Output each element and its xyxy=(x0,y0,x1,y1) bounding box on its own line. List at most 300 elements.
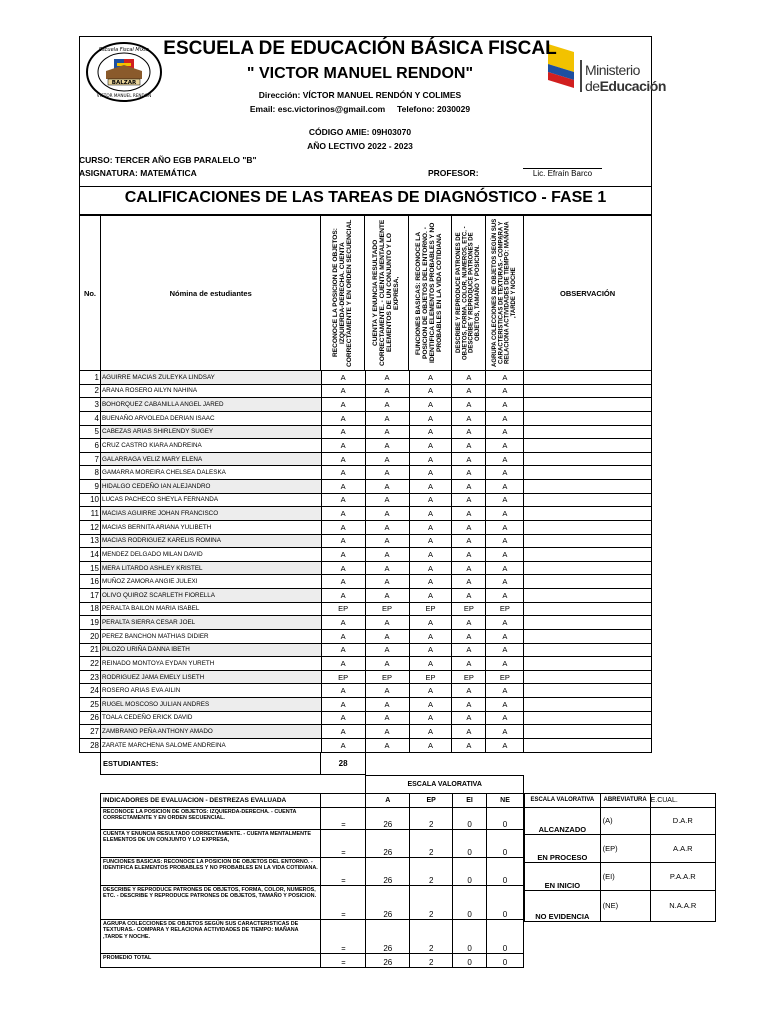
grade-cell[interactable]: A xyxy=(409,452,452,466)
grade-cell[interactable]: A xyxy=(409,507,452,521)
summary-row xyxy=(101,885,524,919)
student-number: 9 xyxy=(80,480,101,494)
student-name: AGUIRRE MACIAS ZULEYKA LINDSAY xyxy=(100,371,321,385)
grade-cell[interactable]: A xyxy=(409,493,452,507)
student-number: 13 xyxy=(80,534,101,548)
grade-cell[interactable]: A xyxy=(365,643,409,657)
observation-cell[interactable] xyxy=(524,452,652,466)
scale-count: 0 xyxy=(487,857,524,885)
grade-cell[interactable]: A xyxy=(486,439,524,453)
student-name: ZARATE MARCHENA SALOME ANDREINA xyxy=(100,738,321,752)
svg-text:VICTOR MANUEL RENDON: VICTOR MANUEL RENDON xyxy=(96,93,152,98)
table-row xyxy=(80,534,652,548)
grade-cell[interactable]: A xyxy=(486,371,524,385)
grade-cell[interactable]: A xyxy=(452,561,486,575)
student-name: BUENAÑO ARVOLEDA DERIAN ISAAC xyxy=(100,411,321,425)
scale-col-a: A xyxy=(366,794,410,808)
skill-header-4: DESCRIBE Y REPRODUCE PATRONES DE OBJETOS, FORMA, COLOR, NUMEROS, ETC. - DESCRIBE Y REPRODUCE PATRONES DE OBJETOS, TAMAÑO Y POSICION. xyxy=(452,216,486,371)
grade-cell[interactable]: A xyxy=(452,643,486,657)
legend-h-scale: ESCALA VALORATIVA xyxy=(525,794,601,808)
observation-cell[interactable] xyxy=(524,698,652,712)
table-row xyxy=(80,575,652,589)
grade-cell[interactable]: A xyxy=(409,371,452,385)
grade-cell[interactable]: A xyxy=(409,738,452,752)
grade-cell[interactable]: A xyxy=(486,466,524,480)
observation-cell[interactable] xyxy=(524,657,652,671)
grade-cell[interactable]: A xyxy=(486,684,524,698)
student-number: 12 xyxy=(80,520,101,534)
grade-cell[interactable]: A xyxy=(409,520,452,534)
student-name: ARANA ROSERO AILYN NAHINA xyxy=(100,384,321,398)
grade-cell[interactable]: A xyxy=(452,684,486,698)
grade-cell[interactable]: A xyxy=(486,589,524,603)
grade-cell[interactable]: A xyxy=(486,534,524,548)
grade-cell[interactable]: A xyxy=(409,589,452,603)
grade-cell[interactable]: A xyxy=(452,698,486,712)
summary-row xyxy=(101,953,524,967)
grade-cell[interactable]: EP xyxy=(486,602,524,616)
grade-cell[interactable]: A xyxy=(452,452,486,466)
grade-cell[interactable]: A xyxy=(321,684,365,698)
observation-cell[interactable] xyxy=(524,725,652,739)
grade-cell[interactable]: A xyxy=(486,711,524,725)
grade-cell[interactable]: A xyxy=(409,629,452,643)
grades-table xyxy=(79,370,652,753)
grade-cell[interactable]: A xyxy=(409,466,452,480)
grade-cell[interactable]: A xyxy=(409,411,452,425)
table-row xyxy=(80,507,652,521)
indicators-header: INDICADORES DE EVALUACION - DESTREZAS EVALUADA xyxy=(101,794,321,808)
student-number: 14 xyxy=(80,548,101,562)
grade-cell[interactable]: A xyxy=(365,561,409,575)
grade-cell[interactable]: A xyxy=(486,520,524,534)
grade-cell[interactable]: A xyxy=(321,698,365,712)
skill-header-3: FUNCIONES BASICAS: RECONOCE LA POSICION DE OBJETOS DEL ENTORNO. - IDENTIFICA ELEMENTOS PROBABLES Y NO PROBABLES EN LA VIDA COTIDIANA xyxy=(409,216,452,371)
grade-cell[interactable]: A xyxy=(321,575,365,589)
student-number: 1 xyxy=(80,371,101,385)
grade-cell[interactable]: A xyxy=(365,466,409,480)
observation-cell[interactable] xyxy=(524,534,652,548)
student-name: HIDALGO CEDEÑO IAN ALEJANDRO xyxy=(100,480,321,494)
grade-cell[interactable]: A xyxy=(486,480,524,494)
school-address: Dirección: VÍCTOR MANUEL RENDÓN Y COLIMES xyxy=(258,90,462,100)
grade-cell[interactable]: A xyxy=(452,425,486,439)
indicator-label: FUNCIONES BASICAS: RECONOCE LA POSICION DE OBJETOS DEL ENTORNO. - IDENTIFICA ELEMENTOS PROBABLES Y NO PROBABLES EN LA VIDA COTIDIANA. xyxy=(101,857,321,885)
grade-cell[interactable]: A xyxy=(321,411,365,425)
student-name: PEREZ BANCHON MATHIAS DIDIER xyxy=(100,629,321,643)
grade-cell[interactable]: A xyxy=(365,534,409,548)
grade-cell[interactable]: A xyxy=(452,629,486,643)
table-row xyxy=(80,629,652,643)
observation-cell[interactable] xyxy=(524,643,652,657)
grade-cell[interactable]: A xyxy=(321,452,365,466)
students-total xyxy=(100,752,366,775)
scale-count: 2 xyxy=(410,885,453,919)
grade-cell[interactable]: A xyxy=(321,480,365,494)
scale-count: 0 xyxy=(453,919,487,953)
skill-header-2: CUENTA Y ENUNCIA RESULTADO CORRECTAMENTE. - CUENTA MENTALMENTE ELEMENTOS DE UN CONJUNTO Y LO EXPRESA, xyxy=(365,216,409,371)
grade-cell[interactable]: A xyxy=(365,520,409,534)
legend-scale: EN PROCESO xyxy=(525,834,601,862)
legend-ecual: D.A.R xyxy=(650,807,715,834)
student-name: MENDEZ DELGADO MILAN DAVID xyxy=(100,548,321,562)
student-number: 19 xyxy=(80,616,101,630)
grade-cell[interactable]: A xyxy=(452,616,486,630)
grade-cell[interactable]: A xyxy=(486,398,524,412)
skill-header-5: AGRUPA COLECCIONES DE OBJETOS SEGÚN SUS CARACTERISTICAS DE TEXTURAS.- COMPARA Y RELACIONA ACTIVIDADES DE TIEMPO: MAÑANA ,TARDE Y NOCHE xyxy=(486,216,524,371)
observation-cell[interactable] xyxy=(524,493,652,507)
scale-count: 0 xyxy=(453,953,487,967)
student-number: 16 xyxy=(80,575,101,589)
student-number: 20 xyxy=(80,629,101,643)
school-quoted-name: " VICTOR MANUEL RENDON" xyxy=(246,65,474,82)
student-name: GALARRAGA VELIZ MARY ELENA xyxy=(100,452,321,466)
grade-cell[interactable]: A xyxy=(365,411,409,425)
grade-cell[interactable]: EP xyxy=(409,670,452,684)
legend-h-ecual: E.CUAL. xyxy=(650,794,715,808)
summary-table xyxy=(100,775,524,968)
observation-cell[interactable] xyxy=(524,738,652,752)
legend-abbr: (EP) xyxy=(600,834,650,862)
grade-cell[interactable]: A xyxy=(365,384,409,398)
table-row xyxy=(80,480,652,494)
table-row xyxy=(80,371,652,385)
student-number: 17 xyxy=(80,589,101,603)
observation-cell[interactable] xyxy=(524,575,652,589)
grade-cell[interactable]: A xyxy=(486,738,524,752)
grade-cell[interactable]: A xyxy=(321,384,365,398)
scale-count: 0 xyxy=(453,857,487,885)
student-number: 10 xyxy=(80,493,101,507)
grade-cell[interactable]: A xyxy=(365,398,409,412)
grade-cell[interactable]: A xyxy=(365,711,409,725)
col-name-header: Nómina de estudiantes xyxy=(100,216,320,371)
student-name: REINADO MONTOYA EYDAN YURETH xyxy=(100,657,321,671)
grade-cell[interactable]: A xyxy=(365,616,409,630)
grade-cell[interactable]: A xyxy=(452,480,486,494)
observation-cell[interactable] xyxy=(524,616,652,630)
scale-col-ep: EP xyxy=(410,794,453,808)
observation-cell[interactable] xyxy=(524,548,652,562)
grade-cell[interactable]: A xyxy=(365,575,409,589)
student-name: PILOZO URIÑA DANNA IBETH xyxy=(100,643,321,657)
observation-cell[interactable] xyxy=(524,439,652,453)
ministry-line3: Educación xyxy=(599,78,666,94)
grade-cell[interactable]: A xyxy=(321,371,365,385)
student-name: RUGEL MOSCOSO JULIAN ANDRES xyxy=(100,698,321,712)
student-number: 21 xyxy=(80,643,101,657)
observation-cell[interactable] xyxy=(524,561,652,575)
indicator-label: DESCRIBE Y REPRODUCE PATRONES DE OBJETOS, FORMA, COLOR, NUMEROS, ETC. - DESCRIBE Y REPRODUCE PATRONES DE OBJETOS, TAMAÑO Y POSICION. xyxy=(101,885,321,919)
student-name: MACIAS RODRIGUEZ KARELIS ROMINA xyxy=(100,534,321,548)
observation-cell[interactable] xyxy=(524,371,652,385)
observation-cell[interactable] xyxy=(524,466,652,480)
grade-cell[interactable]: A xyxy=(452,520,486,534)
grade-cell[interactable]: EP xyxy=(321,670,365,684)
student-number: 22 xyxy=(80,657,101,671)
table-row xyxy=(80,398,652,412)
grade-cell[interactable]: A xyxy=(409,548,452,562)
grade-cell[interactable]: A xyxy=(365,371,409,385)
grade-cell[interactable]: A xyxy=(365,452,409,466)
grade-cell[interactable]: A xyxy=(409,711,452,725)
profesor-label: PROFESOR: xyxy=(428,168,479,178)
grade-cell[interactable]: A xyxy=(486,425,524,439)
grade-cell[interactable]: A xyxy=(452,466,486,480)
student-name: TOALA CEDEÑO ERICK DAVID xyxy=(100,711,321,725)
grade-cell[interactable]: A xyxy=(452,738,486,752)
grade-cell[interactable]: EP xyxy=(452,670,486,684)
scale-count: 0 xyxy=(487,953,524,967)
students-label: ESTUDIANTES: xyxy=(101,753,321,775)
table-row xyxy=(80,520,652,534)
student-name: ROSERO ARIAS EVA AILIN xyxy=(100,684,321,698)
equals-sign: = xyxy=(321,829,366,857)
school-year: AÑO LECTIVO 2022 - 2023 xyxy=(307,141,413,151)
grade-cell[interactable]: A xyxy=(321,738,365,752)
grade-cell[interactable]: A xyxy=(321,589,365,603)
grade-cell[interactable]: A xyxy=(486,657,524,671)
grade-cell[interactable]: A xyxy=(409,698,452,712)
equals-sign: = xyxy=(321,857,366,885)
grade-cell[interactable]: EP xyxy=(486,670,524,684)
student-name: MERA LITARDO ASHLEY KRISTEL xyxy=(100,561,321,575)
grade-cell[interactable]: A xyxy=(452,657,486,671)
scale-count: 0 xyxy=(487,885,524,919)
grade-cell[interactable]: A xyxy=(365,684,409,698)
grade-cell[interactable]: A xyxy=(365,480,409,494)
grade-cell[interactable]: A xyxy=(321,657,365,671)
grade-cell[interactable]: A xyxy=(486,452,524,466)
grade-cell[interactable]: A xyxy=(452,575,486,589)
grade-cell[interactable]: A xyxy=(486,629,524,643)
observation-cell[interactable] xyxy=(524,398,652,412)
scale-count: 2 xyxy=(410,919,453,953)
table-row xyxy=(80,411,652,425)
summary-row xyxy=(101,857,524,885)
table-row xyxy=(80,643,652,657)
grade-cell[interactable]: EP xyxy=(365,670,409,684)
profesor-name: Lic. Efraín Barco xyxy=(523,168,602,178)
grade-cell[interactable]: A xyxy=(486,384,524,398)
grade-cell[interactable]: A xyxy=(452,398,486,412)
scale-count: 0 xyxy=(487,829,524,857)
observation-cell[interactable] xyxy=(524,629,652,643)
grade-cell[interactable]: A xyxy=(452,493,486,507)
grade-cell[interactable]: A xyxy=(452,371,486,385)
table-row xyxy=(80,738,652,752)
grade-cell[interactable]: A xyxy=(321,534,365,548)
table-row xyxy=(80,384,652,398)
observation-cell[interactable] xyxy=(524,384,652,398)
student-name: CABEZAS ARIAS SHIRLENDY SUGEY xyxy=(100,425,321,439)
grade-cell[interactable]: A xyxy=(486,561,524,575)
grade-cell[interactable]: A xyxy=(452,725,486,739)
scale-count: 0 xyxy=(453,885,487,919)
grade-cell[interactable]: A xyxy=(409,384,452,398)
legend-abbr: (A) xyxy=(600,807,650,834)
grade-cell[interactable]: A xyxy=(486,616,524,630)
legend-ecual: A.A.R xyxy=(650,834,715,862)
student-number: 8 xyxy=(80,466,101,480)
grade-cell[interactable]: A xyxy=(365,507,409,521)
grade-cell[interactable]: A xyxy=(321,643,365,657)
grade-cell[interactable]: A xyxy=(452,711,486,725)
observation-cell[interactable] xyxy=(524,520,652,534)
grade-cell[interactable]: A xyxy=(365,493,409,507)
grade-cell[interactable]: A xyxy=(409,534,452,548)
observation-cell[interactable] xyxy=(524,425,652,439)
grade-cell[interactable]: A xyxy=(321,548,365,562)
grade-cell[interactable]: A xyxy=(486,507,524,521)
student-name: MACIAS AGUIRRE JOHAN FRANCISCO xyxy=(100,507,321,521)
grade-cell[interactable]: A xyxy=(452,507,486,521)
grade-cell[interactable]: EP xyxy=(452,602,486,616)
grade-cell[interactable]: A xyxy=(409,684,452,698)
grade-cell[interactable]: A xyxy=(321,725,365,739)
observation-cell[interactable] xyxy=(524,507,652,521)
grade-cell[interactable]: A xyxy=(486,725,524,739)
grade-cell[interactable]: A xyxy=(452,589,486,603)
indicator-label: CUENTA Y ENUNCIA RESULTADO CORRECTAMENTE. - CUENTA MENTALMENTE ELEMENTOS DE UN CONJUNTO Y LO EXPRESA, xyxy=(101,829,321,857)
col-obs-header: OBSERVACIÓN xyxy=(524,216,652,371)
student-number: 4 xyxy=(80,411,101,425)
student-name: PERALTA SIERRA CESAR JOEL xyxy=(100,616,321,630)
legend-abbr: (NE) xyxy=(600,890,650,921)
grade-cell[interactable]: A xyxy=(365,548,409,562)
grade-cell[interactable]: A xyxy=(365,629,409,643)
grade-cell[interactable]: A xyxy=(321,711,365,725)
student-number: 28 xyxy=(80,738,101,752)
grade-cell[interactable]: A xyxy=(452,534,486,548)
scale-count: 2 xyxy=(410,857,453,885)
table-row xyxy=(80,616,652,630)
grade-cell[interactable]: A xyxy=(452,548,486,562)
table-row xyxy=(80,425,652,439)
grade-cell[interactable]: A xyxy=(452,439,486,453)
grade-cell[interactable]: A xyxy=(321,616,365,630)
legend-abbr: (EI) xyxy=(600,862,650,890)
grade-cell[interactable]: EP xyxy=(365,602,409,616)
grade-cell[interactable]: A xyxy=(486,548,524,562)
grade-cell[interactable]: A xyxy=(486,493,524,507)
scale-count: 2 xyxy=(410,829,453,857)
grade-cell[interactable]: A xyxy=(409,439,452,453)
grade-cell[interactable]: A xyxy=(409,561,452,575)
observation-cell[interactable] xyxy=(524,480,652,494)
grade-cell[interactable]: EP xyxy=(409,602,452,616)
grade-cell[interactable]: A xyxy=(365,725,409,739)
observation-cell[interactable] xyxy=(524,670,652,684)
grade-cell[interactable]: A xyxy=(365,738,409,752)
table-row xyxy=(80,561,652,575)
grade-cell[interactable]: A xyxy=(486,411,524,425)
observation-cell[interactable] xyxy=(524,711,652,725)
table-row xyxy=(80,439,652,453)
observation-cell[interactable] xyxy=(524,589,652,603)
table-row xyxy=(80,589,652,603)
scale-count: 0 xyxy=(487,919,524,953)
grade-cell[interactable]: A xyxy=(321,425,365,439)
grade-cell[interactable]: A xyxy=(365,425,409,439)
scale-count: 0 xyxy=(453,807,487,829)
observation-cell[interactable] xyxy=(524,411,652,425)
grade-cell[interactable]: A xyxy=(365,439,409,453)
legend-row xyxy=(525,807,716,834)
grade-cell[interactable]: A xyxy=(365,657,409,671)
summary-row xyxy=(101,829,524,857)
grades-header xyxy=(79,215,652,371)
students-count: 28 xyxy=(321,753,366,775)
table-row xyxy=(80,698,652,712)
student-number: 23 xyxy=(80,670,101,684)
scale-count: 26 xyxy=(366,953,410,967)
student-name: GAMARRA MOREIRA CHELSEA DALESKA xyxy=(100,466,321,480)
student-number: 27 xyxy=(80,725,101,739)
grade-cell[interactable]: A xyxy=(321,398,365,412)
grade-cell[interactable]: A xyxy=(409,480,452,494)
scale-title: ESCALA VALORATIVA xyxy=(366,776,524,794)
indicator-label: PROMEDIO TOTAL xyxy=(101,953,321,967)
grade-cell[interactable]: A xyxy=(409,616,452,630)
scale-col-ne: NE xyxy=(487,794,524,808)
curso-label: CURSO: TERCER AÑO EGB PARALELO "B" xyxy=(79,155,257,165)
grade-cell[interactable]: A xyxy=(409,643,452,657)
grade-cell[interactable]: A xyxy=(321,466,365,480)
student-number: 3 xyxy=(80,398,101,412)
legend-scale: EN INICIO xyxy=(525,862,601,890)
grade-cell[interactable]: A xyxy=(321,520,365,534)
grade-cell[interactable]: A xyxy=(486,698,524,712)
scale-count: 2 xyxy=(410,953,453,967)
grade-cell[interactable]: A xyxy=(409,575,452,589)
grade-cell[interactable]: A xyxy=(409,725,452,739)
grade-cell[interactable]: A xyxy=(321,561,365,575)
grade-cell[interactable]: A xyxy=(452,384,486,398)
observation-cell[interactable] xyxy=(524,602,652,616)
grade-cell[interactable]: A xyxy=(486,643,524,657)
student-name: LUCAS PACHECO SHEYLA FERNANDA xyxy=(100,493,321,507)
grade-cell[interactable]: A xyxy=(365,698,409,712)
grade-cell[interactable]: EP xyxy=(321,602,365,616)
summary-row xyxy=(101,807,524,829)
grade-cell[interactable]: A xyxy=(321,439,365,453)
legend-row xyxy=(525,862,716,890)
scale-count: 2 xyxy=(410,807,453,829)
grade-cell[interactable]: A xyxy=(452,411,486,425)
student-number: 11 xyxy=(80,507,101,521)
grade-cell[interactable]: A xyxy=(409,398,452,412)
summary-row xyxy=(101,919,524,953)
student-name: BOHORQUEZ CABANILLA ANGEL JARED xyxy=(100,398,321,412)
legend-ecual: P.A.A.R xyxy=(650,862,715,890)
scale-count: 0 xyxy=(453,829,487,857)
grade-cell[interactable]: A xyxy=(409,425,452,439)
grade-cell[interactable]: A xyxy=(321,507,365,521)
grade-cell[interactable]: A xyxy=(321,493,365,507)
grade-cell[interactable]: A xyxy=(486,575,524,589)
table-row xyxy=(80,548,652,562)
grade-cell[interactable]: A xyxy=(365,589,409,603)
table-row xyxy=(80,670,652,684)
school-logo-icon xyxy=(84,41,164,103)
col-no-header: No. xyxy=(80,216,101,371)
grade-cell[interactable]: A xyxy=(321,629,365,643)
observation-cell[interactable] xyxy=(524,684,652,698)
school-amie: CÓDIGO AMIE: 09H03070 xyxy=(308,127,412,137)
student-number: 24 xyxy=(80,684,101,698)
grade-cell[interactable]: A xyxy=(409,657,452,671)
